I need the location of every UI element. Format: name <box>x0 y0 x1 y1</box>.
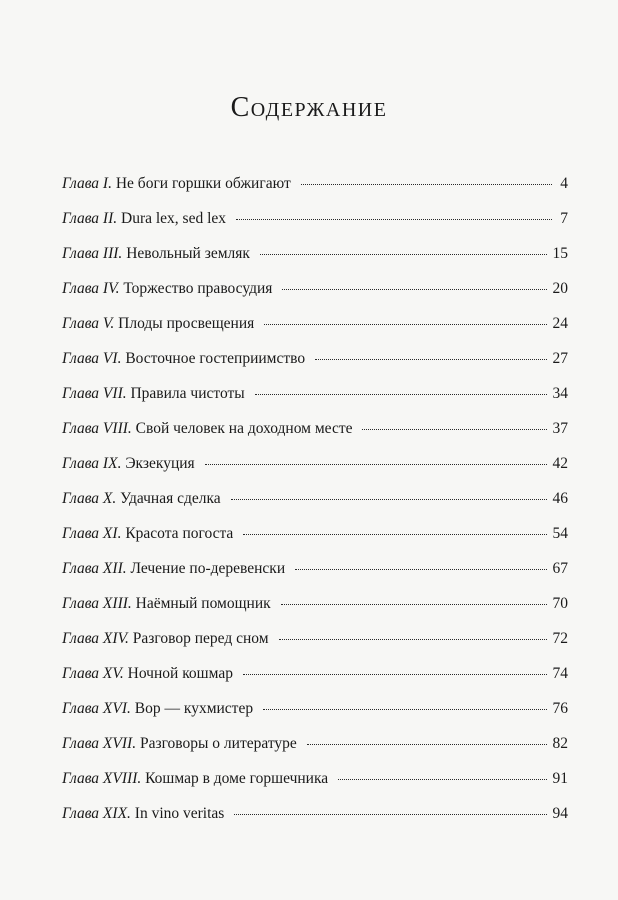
chapter-number: Глава XII. <box>62 560 127 577</box>
dot-leader <box>205 464 547 465</box>
toc-entry-label <box>62 665 233 683</box>
dot-leader <box>243 674 547 675</box>
page-number: 27 <box>552 350 568 367</box>
chapter-number: Глава XI. <box>62 525 122 542</box>
chapter-title: Разговор перед сном <box>132 630 269 647</box>
page-number: 4 <box>560 175 568 192</box>
dot-leader <box>279 639 547 640</box>
dot-leader <box>255 394 547 395</box>
dot-leader <box>231 499 547 500</box>
page-number: 94 <box>552 805 568 822</box>
chapter-number: Глава VII. <box>62 385 127 402</box>
chapter-title: Ночной кошмар <box>127 665 233 682</box>
chapter-number: Глава III. <box>62 245 123 262</box>
toc-entry-label <box>62 735 297 753</box>
toc-entry[interactable] <box>62 490 568 514</box>
page-number: 34 <box>552 385 568 402</box>
dot-leader <box>264 324 546 325</box>
toc-entry-label <box>62 245 250 263</box>
chapter-number: Глава IX. <box>62 455 122 472</box>
toc-entry[interactable] <box>62 280 568 304</box>
chapter-title: Кошмар в доме горшечника <box>145 770 329 787</box>
toc-entry[interactable] <box>62 665 568 689</box>
chapter-number: Глава XVIII. <box>62 770 142 787</box>
chapter-title: In vino veritas <box>134 805 225 822</box>
toc-entry[interactable] <box>62 525 568 549</box>
toc-entry-label <box>62 175 291 193</box>
dot-leader <box>282 289 546 290</box>
toc-entry-label <box>62 455 195 473</box>
toc-entry[interactable] <box>62 315 568 339</box>
chapter-number: Глава XV. <box>62 665 124 682</box>
chapter-title: Торжество правосудия <box>123 280 273 297</box>
dot-leader <box>307 744 547 745</box>
page-number: 82 <box>552 735 568 752</box>
toc-entry-label <box>62 315 254 333</box>
dot-leader <box>281 604 547 605</box>
chapter-title: Экзекуция <box>125 455 195 472</box>
toc-entry-label <box>62 630 269 648</box>
chapter-number: Глава XVII. <box>62 735 137 752</box>
chapter-title: Плоды просвещения <box>118 315 255 332</box>
page-number: 54 <box>552 525 568 542</box>
page-number: 70 <box>552 595 568 612</box>
chapter-number: Глава VI. <box>62 350 122 367</box>
toc-entry-label <box>62 280 272 298</box>
chapter-title: Восточное гостеприимство <box>125 350 306 367</box>
page-number: 42 <box>552 455 568 472</box>
dot-leader <box>236 219 552 220</box>
toc-entry-label <box>62 385 245 403</box>
chapter-title: Разговоры о литературе <box>139 735 297 752</box>
toc-entry-label <box>62 770 328 788</box>
page-number: 74 <box>552 665 568 682</box>
dot-leader <box>338 779 546 780</box>
page-title: Содержание <box>230 92 388 123</box>
toc-entry[interactable] <box>62 630 568 654</box>
page-number: 15 <box>552 245 568 262</box>
dot-leader <box>243 534 546 535</box>
chapter-title: Dura lex, sed lex <box>121 210 227 227</box>
page-number: 72 <box>552 630 568 647</box>
toc-entry[interactable] <box>62 770 568 794</box>
page-number: 24 <box>552 315 568 332</box>
chapter-number: Глава IV. <box>62 280 120 297</box>
toc-entry[interactable] <box>62 210 568 234</box>
dot-leader <box>301 184 552 185</box>
dot-leader <box>295 569 546 570</box>
chapter-title: Наёмный помощник <box>135 595 271 612</box>
toc-entry[interactable] <box>62 595 568 619</box>
dot-leader <box>234 814 546 815</box>
toc-entry[interactable] <box>62 175 568 199</box>
toc-entry-label <box>62 700 253 718</box>
toc-entry-label <box>62 350 305 368</box>
toc-entry-label <box>62 420 352 438</box>
page-number: 76 <box>552 700 568 717</box>
toc-entry[interactable] <box>62 700 568 724</box>
toc-entry-label <box>62 595 271 613</box>
toc-entry[interactable] <box>62 350 568 374</box>
chapter-title: Не боги горшки обжигают <box>115 175 291 192</box>
chapter-number: Глава XIII. <box>62 595 132 612</box>
toc-entry[interactable] <box>62 805 568 829</box>
chapter-number: Глава XVI. <box>62 700 131 717</box>
chapter-number: Глава VIII. <box>62 420 132 437</box>
dot-leader <box>263 709 546 710</box>
page-number: 7 <box>560 210 568 227</box>
toc-entry-label <box>62 210 226 228</box>
chapter-title: Красота погоста <box>125 525 234 542</box>
chapter-title: Невольный земляк <box>126 245 250 262</box>
page-number: 46 <box>552 490 568 507</box>
chapter-number: Глава XIV. <box>62 630 129 647</box>
toc-entry-label <box>62 805 224 823</box>
chapter-title: Правила чистоты <box>130 385 245 402</box>
page-number: 67 <box>552 560 568 577</box>
chapter-title: Удачная сделка <box>120 490 221 507</box>
chapter-number: Глава XIX. <box>62 805 131 822</box>
dot-leader <box>362 429 546 430</box>
chapter-title: Лечение по-деревенски <box>130 560 286 577</box>
chapter-title: Вор — кухмистер <box>134 700 254 717</box>
chapter-title: Свой человек на доходном месте <box>135 420 353 437</box>
toc-entry[interactable] <box>62 735 568 759</box>
dot-leader <box>315 359 546 360</box>
page-number: 37 <box>552 420 568 437</box>
chapter-number: Глава X. <box>62 490 117 507</box>
toc-entry-label <box>62 525 233 543</box>
chapter-number: Глава I. <box>62 175 112 192</box>
page-number: 20 <box>552 280 568 297</box>
page-number: 91 <box>552 770 568 787</box>
chapter-number: Глава II. <box>62 210 118 227</box>
toc-entry[interactable] <box>62 455 568 479</box>
toc-entry-label <box>62 490 221 508</box>
toc-entry[interactable] <box>62 245 568 269</box>
chapter-number: Глава V. <box>62 315 115 332</box>
toc-entry[interactable] <box>62 385 568 409</box>
toc-entry[interactable] <box>62 560 568 584</box>
toc-entry[interactable] <box>62 420 568 444</box>
toc-entry-label <box>62 560 285 578</box>
dot-leader <box>260 254 547 255</box>
